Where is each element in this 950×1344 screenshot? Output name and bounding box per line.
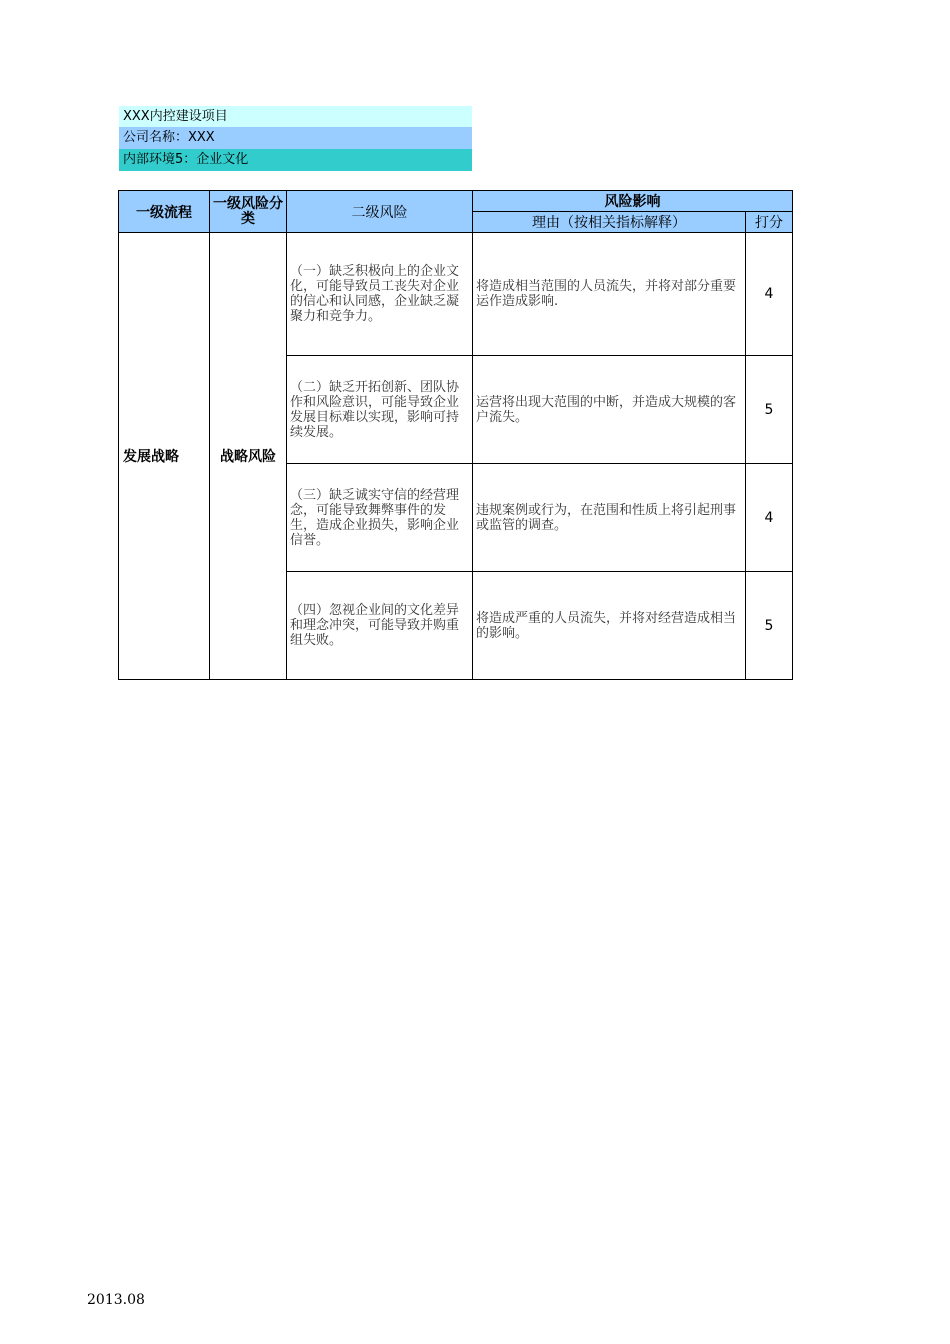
level1-risk-cell: 战略风险: [210, 233, 287, 680]
impact-reason-text: 违规案例或行为，在范围和性质上将引起刑事或监管的调查。: [473, 464, 746, 572]
level2-risk-text: （二）缺乏开拓创新、团队协作和风险意识，可能导致企业发展目标难以实现，影响可持续发展。: [287, 356, 473, 464]
header-risk-impact: 风险影响: [473, 191, 793, 212]
score-cell: 4: [746, 464, 793, 572]
risk-table: [118, 190, 793, 680]
table-row: [119, 233, 793, 356]
header-score: 打分: [746, 212, 793, 233]
score-cell: 5: [746, 356, 793, 464]
header-reason: 理由（按相关指标解释）: [473, 212, 746, 233]
impact-reason-text: 运营将出现大范围的中断，并造成大规模的客户流失。: [473, 356, 746, 464]
header-level1-risk: 一级风险分类: [210, 191, 287, 233]
level2-risk-text: （三）缺乏诚实守信的经营理念，可能导致舞弊事件的发生，造成企业损失，影响企业信誉。: [287, 464, 473, 572]
company-name: 公司名称：XXX: [119, 127, 472, 149]
header-level2-risk: 二级风险: [287, 191, 473, 233]
impact-reason-text: 将造成严重的人员流失，并将对经营造成相当的影响。: [473, 572, 746, 680]
level1-process-cell: 发展战略: [119, 233, 210, 680]
footer-date: 2013.08: [87, 1292, 145, 1308]
level2-risk-text: （一）缺乏积极向上的企业文化，可能导致员工丧失对企业的信心和认同感，企业缺乏凝聚力和竞争力。: [287, 233, 473, 356]
score-cell: 4: [746, 233, 793, 356]
project-title: XXX内控建设项目: [119, 106, 472, 128]
section-title: 内部环境5：企业文化: [119, 149, 472, 171]
header-level1-process: 一级流程: [119, 191, 210, 233]
impact-reason-text: 将造成相当范围的人员流失，并将对部分重要运作造成影响.: [473, 233, 746, 356]
level2-risk-text: （四）忽视企业间的文化差异和理念冲突，可能导致并购重组失败。: [287, 572, 473, 680]
score-cell: 5: [746, 572, 793, 680]
